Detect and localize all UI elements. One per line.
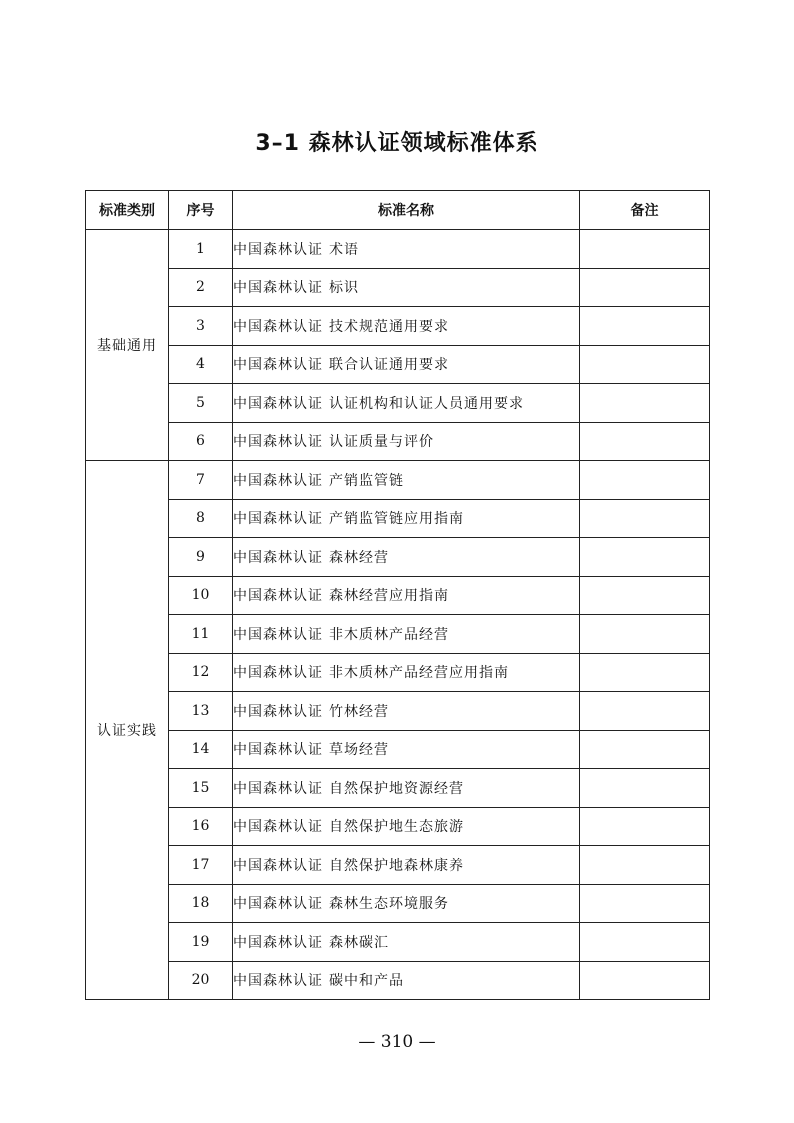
page-title: 3–1 森林认证领域标准体系 <box>255 131 539 156</box>
standard-name-cell <box>233 807 580 846</box>
standard-name-text: 术语 <box>329 241 359 258</box>
standard-name-prefix: 中国森林认证 <box>233 703 323 720</box>
note-cell <box>580 499 710 538</box>
header-name: 标准名称 <box>233 191 580 230</box>
table-row <box>86 499 710 538</box>
standard-name-text: 非木质林产品经营 <box>329 626 449 643</box>
number-cell: 15 <box>169 769 233 808</box>
table-row <box>86 692 710 731</box>
table-row <box>86 461 710 500</box>
table-row <box>86 961 710 1000</box>
standard-name-cell <box>233 923 580 962</box>
standard-name-cell <box>233 268 580 307</box>
standard-name-text: 标识 <box>329 280 359 297</box>
number-cell: 19 <box>169 923 233 962</box>
table-row <box>86 730 710 769</box>
header-number: 序号 <box>169 191 233 230</box>
standard-name-cell <box>233 538 580 577</box>
standard-name-prefix: 中国森林认证 <box>233 549 323 566</box>
standard-name-text: 技术规范通用要求 <box>329 318 449 335</box>
table-row <box>86 268 710 307</box>
standard-name-text: 非木质林产品经营应用指南 <box>329 665 509 682</box>
standard-name-cell <box>233 615 580 654</box>
standard-name-cell <box>233 961 580 1000</box>
note-cell <box>580 807 710 846</box>
standard-name-prefix: 中国森林认证 <box>233 241 323 258</box>
standard-name-cell <box>233 692 580 731</box>
standard-name-text: 自然保护地森林康养 <box>329 857 464 874</box>
standard-name-text: 认证机构和认证人员通用要求 <box>329 395 524 412</box>
note-cell <box>580 923 710 962</box>
note-cell <box>580 961 710 1000</box>
number-cell: 18 <box>169 884 233 923</box>
number-cell: 9 <box>169 538 233 577</box>
number-cell: 20 <box>169 961 233 1000</box>
number-cell: 13 <box>169 692 233 731</box>
number-cell: 7 <box>169 461 233 500</box>
standard-name-prefix: 中国森林认证 <box>233 973 323 990</box>
table-row <box>86 384 710 423</box>
note-cell <box>580 307 710 346</box>
standard-name-cell <box>233 576 580 615</box>
note-cell <box>580 846 710 885</box>
standard-name-prefix: 中国森林认证 <box>233 511 323 528</box>
number-cell: 2 <box>169 268 233 307</box>
header-category: 标准类别 <box>86 191 169 230</box>
note-cell <box>580 692 710 731</box>
standard-name-text: 森林生态环境服务 <box>329 896 449 913</box>
note-cell <box>580 730 710 769</box>
standard-name-text: 自然保护地资源经营 <box>329 780 464 797</box>
number-cell: 12 <box>169 653 233 692</box>
note-cell <box>580 576 710 615</box>
table-row <box>86 923 710 962</box>
standard-name-cell <box>233 307 580 346</box>
standard-name-text: 碳中和产品 <box>329 973 404 990</box>
table-body <box>86 230 710 1000</box>
page-number: — 310 — <box>358 1032 436 1052</box>
standard-name-cell <box>233 461 580 500</box>
standard-name-prefix: 中国森林认证 <box>233 626 323 643</box>
standard-name-prefix: 中国森林认证 <box>233 395 323 412</box>
standard-name-cell <box>233 230 580 269</box>
table-row <box>86 345 710 384</box>
standard-name-prefix: 中国森林认证 <box>233 357 323 374</box>
standard-name-text: 认证质量与评价 <box>329 434 434 451</box>
standard-name-prefix: 中国森林认证 <box>233 588 323 605</box>
number-cell: 6 <box>169 422 233 461</box>
table-row <box>86 615 710 654</box>
number-cell: 1 <box>169 230 233 269</box>
note-cell <box>580 345 710 384</box>
number-cell: 11 <box>169 615 233 654</box>
category-cell: 认证实践 <box>86 461 169 1000</box>
category-cell: 基础通用 <box>86 230 169 461</box>
standard-name-prefix: 中国森林认证 <box>233 472 323 489</box>
table-row <box>86 538 710 577</box>
table-row <box>86 230 710 269</box>
number-cell: 4 <box>169 345 233 384</box>
standard-name-cell <box>233 345 580 384</box>
note-cell <box>580 268 710 307</box>
number-cell: 16 <box>169 807 233 846</box>
standard-name-cell <box>233 730 580 769</box>
standard-name-prefix: 中国森林认证 <box>233 280 323 297</box>
standard-name-text: 自然保护地生态旅游 <box>329 819 464 836</box>
note-cell <box>580 769 710 808</box>
table-row <box>86 807 710 846</box>
standard-name-text: 产销监管链应用指南 <box>329 511 464 528</box>
standard-name-prefix: 中国森林认证 <box>233 434 323 451</box>
number-cell: 10 <box>169 576 233 615</box>
number-cell: 14 <box>169 730 233 769</box>
note-cell <box>580 615 710 654</box>
note-cell <box>580 653 710 692</box>
standard-name-cell <box>233 884 580 923</box>
table-row <box>86 422 710 461</box>
standard-name-prefix: 中国森林认证 <box>233 780 323 797</box>
note-cell <box>580 461 710 500</box>
table-row <box>86 307 710 346</box>
note-cell <box>580 422 710 461</box>
standard-name-cell <box>233 769 580 808</box>
standard-name-cell <box>233 422 580 461</box>
standard-name-prefix: 中国森林认证 <box>233 819 323 836</box>
standard-name-text: 森林碳汇 <box>329 934 389 951</box>
table-row <box>86 769 710 808</box>
standard-name-cell <box>233 384 580 423</box>
table-row <box>86 576 710 615</box>
number-cell: 5 <box>169 384 233 423</box>
standard-name-text: 森林经营应用指南 <box>329 588 449 605</box>
header-note: 备注 <box>580 191 710 230</box>
standard-name-cell <box>233 846 580 885</box>
standard-name-text: 草场经营 <box>329 742 389 759</box>
table-header-row <box>86 191 710 230</box>
standard-name-prefix: 中国森林认证 <box>233 665 323 682</box>
standards-table <box>85 190 710 1000</box>
standard-name-cell <box>233 653 580 692</box>
standard-name-prefix: 中国森林认证 <box>233 857 323 874</box>
standard-name-text: 森林经营 <box>329 549 389 566</box>
standard-name-prefix: 中国森林认证 <box>233 742 323 759</box>
standard-name-text: 联合认证通用要求 <box>329 357 449 374</box>
standard-name-prefix: 中国森林认证 <box>233 934 323 951</box>
table-row <box>86 846 710 885</box>
standard-name-prefix: 中国森林认证 <box>233 318 323 335</box>
standard-name-prefix: 中国森林认证 <box>233 896 323 913</box>
note-cell <box>580 884 710 923</box>
table-row <box>86 884 710 923</box>
number-cell: 3 <box>169 307 233 346</box>
standard-name-cell <box>233 499 580 538</box>
note-cell <box>580 384 710 423</box>
note-cell <box>580 538 710 577</box>
standard-name-text: 产销监管链 <box>329 472 404 489</box>
standard-name-text: 竹林经营 <box>329 703 389 720</box>
number-cell: 8 <box>169 499 233 538</box>
note-cell <box>580 230 710 269</box>
table-row <box>86 653 710 692</box>
number-cell: 17 <box>169 846 233 885</box>
